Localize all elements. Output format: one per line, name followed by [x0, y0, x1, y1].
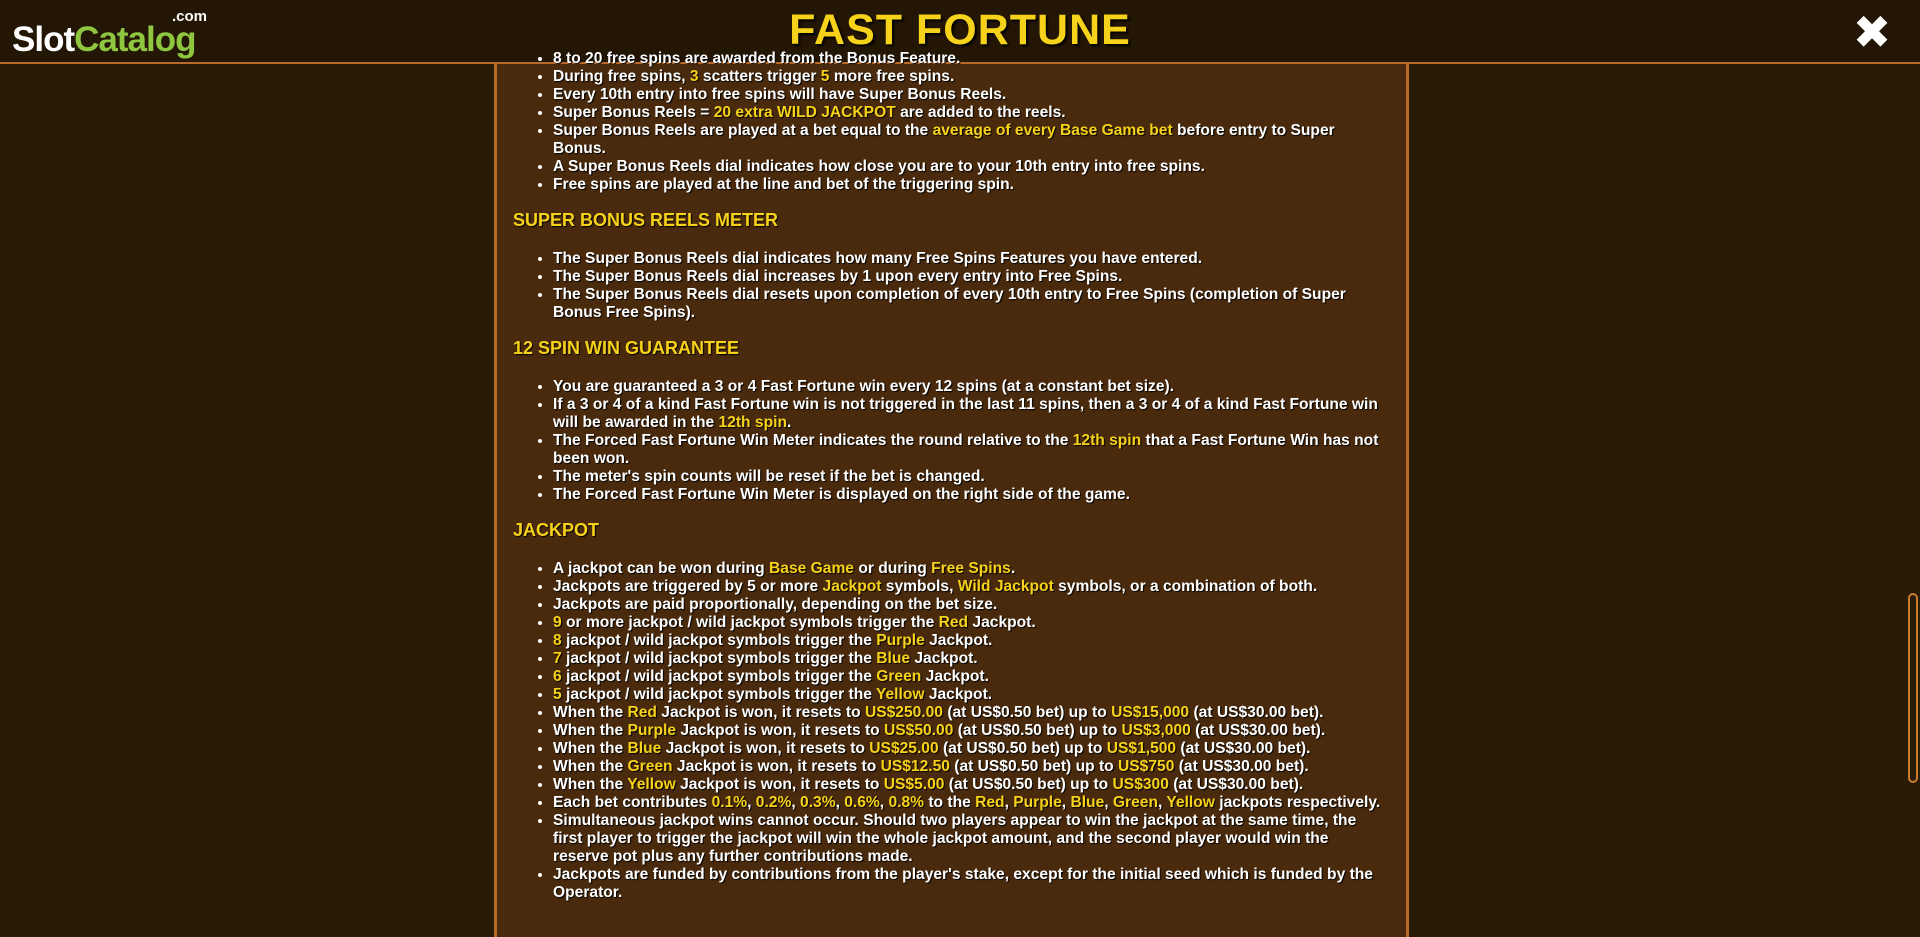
list-item	[553, 250, 1388, 268]
list-item	[553, 50, 1388, 68]
body-text: ,	[1061, 794, 1071, 811]
highlight-text: Wild Jackpot	[957, 578, 1054, 595]
body-text: or more jackpot / wild jackpot symbols trigger the	[561, 614, 939, 631]
list-item	[553, 432, 1388, 468]
highlight-text: 0.2%	[755, 794, 792, 811]
list-item	[553, 812, 1388, 866]
list-item	[553, 668, 1388, 686]
body-text: The meter's spin counts will be reset if the bet is changed.	[553, 468, 985, 485]
list-item	[553, 286, 1388, 322]
highlight-text: US$25.00	[869, 740, 939, 757]
body-text: Jackpot is won, it resets to	[675, 776, 884, 793]
highlight-text: Red	[627, 704, 657, 721]
highlight-text: US$15,000	[1111, 704, 1190, 721]
highlight-text: Base Game	[769, 560, 854, 577]
list-item	[553, 396, 1388, 432]
body-text: that a Fast Fortune Win has not been won.	[553, 432, 1379, 467]
highlight-text: US$50.00	[884, 722, 954, 739]
body-text: (at US$30.00 bet).	[1189, 704, 1324, 721]
body-text: The Forced Fast Fortune Win Meter is displayed on the right side of the game.	[553, 486, 1130, 503]
body-text: The Super Bonus Reels dial increases by 1 upon every entry into Free Spins.	[553, 268, 1123, 285]
highlight-text: 0.6%	[844, 794, 880, 811]
body-text: ,	[747, 794, 756, 811]
body-text: (at US$0.50 bet) up to	[949, 758, 1119, 775]
list-item	[553, 104, 1388, 122]
body-text: (at US$0.50 bet) up to	[938, 740, 1107, 757]
body-text: Super Bonus Reels =	[553, 104, 714, 121]
highlight-text: 0.1%	[711, 794, 748, 811]
body-text: When the	[553, 740, 628, 757]
scrollbar-track[interactable]	[1906, 64, 1920, 937]
body-text: During free spins,	[553, 68, 690, 85]
body-text: jackpot / wild jackpot symbols trigger the	[561, 686, 876, 703]
list-item	[553, 86, 1388, 104]
list-item	[553, 776, 1388, 794]
highlight-text: 9	[553, 614, 562, 631]
body-text: Every 10th entry into free spins will have Super Bonus Reels.	[553, 86, 1007, 103]
highlight-text: Green	[876, 668, 922, 685]
jackpot-list	[513, 560, 1388, 902]
highlight-text: Green	[627, 758, 673, 775]
list-item	[553, 122, 1388, 158]
highlight-text: Green	[1112, 794, 1158, 811]
body-text: .	[786, 414, 792, 431]
highlight-text: Purple	[876, 632, 925, 649]
body-text: (at US$0.50 bet) up to	[953, 722, 1122, 739]
body-text: When the	[553, 776, 628, 793]
body-text: (at US$30.00 bet).	[1168, 776, 1304, 793]
list-item	[553, 740, 1388, 758]
logo-com-text: .com	[172, 8, 208, 25]
list-item	[553, 614, 1388, 632]
scrollbar-thumb[interactable]	[1908, 593, 1918, 783]
section-heading-12-spin-win-guarantee: 12 SPIN WIN GUARANTEE	[513, 338, 740, 358]
highlight-text: 20 extra WILD JACKPOT	[713, 104, 896, 121]
highlight-text: average of every Base Game bet	[932, 122, 1173, 139]
body-text: jackpot / wild jackpot symbols trigger the	[561, 668, 877, 685]
body-text: ,	[879, 794, 889, 811]
body-text: jackpot / wild jackpot symbols trigger the	[561, 632, 877, 649]
body-text: (at US$0.50 bet) up to	[944, 776, 1113, 793]
body-text: before entry to Super Bonus.	[553, 122, 1335, 157]
rules-panel	[494, 50, 1409, 937]
body-text: (at US$0.50 bet) up to	[942, 704, 1112, 721]
body-text: Jackpot.	[968, 614, 1036, 631]
highlight-text: Purple	[1013, 794, 1062, 811]
body-text: You are guaranteed a 3 or 4 Fast Fortune win every 12 spins (at a constant bet size).	[553, 378, 1175, 395]
body-text: The Super Bonus Reels dial resets upon completion of every 10th entry to Free Spins (completion of Super Bonus Free Spins).	[553, 286, 1346, 321]
body-text: ,	[1104, 794, 1113, 811]
body-text: The Forced Fast Fortune Win Meter indicates the round relative to the	[553, 432, 1073, 449]
highlight-text: US$1,500	[1106, 740, 1177, 757]
list-item	[553, 158, 1388, 176]
body-text: Each bet contributes	[553, 794, 712, 811]
body-text: ,	[835, 794, 845, 811]
body-text: .	[1010, 560, 1016, 577]
close-icon[interactable]: ✖	[1852, 6, 1892, 58]
spin-win-guarantee-list	[513, 378, 1388, 504]
list-item	[553, 722, 1388, 740]
body-text: When the	[553, 758, 628, 775]
highlight-text: Blue	[876, 650, 911, 667]
body-text: Simultaneous jackpot wins cannot occur. Should two players appear to win the jackpot at the same time, the first player to trigger the jackpot will win the whole jackpot amount, and the second player would win the reserve pot plus any further contributions made.	[553, 812, 1357, 865]
highlight-text: Jackpot	[822, 578, 882, 595]
highlight-text: 0.3%	[800, 794, 836, 811]
logo-slot-text: Slot	[12, 20, 75, 59]
body-text: Jackpot.	[924, 632, 993, 649]
highlight-text: Yellow	[1166, 794, 1215, 811]
free-spins-list	[513, 50, 1388, 194]
body-text: Jackpot is won, it resets to	[661, 740, 870, 757]
highlight-text: 6	[553, 668, 562, 685]
highlight-text: US$300	[1112, 776, 1169, 793]
list-item	[553, 866, 1388, 902]
body-text: Super Bonus Reels are played at a bet equal to the	[553, 122, 933, 139]
list-item	[553, 704, 1388, 722]
list-item	[553, 560, 1388, 578]
body-text: Jackpot.	[910, 650, 978, 667]
body-text: scatters trigger	[698, 68, 821, 85]
highlight-text: 0.8%	[888, 794, 924, 811]
body-text: (at US$30.00 bet).	[1174, 758, 1309, 775]
body-text: or during	[853, 560, 932, 577]
body-text: Jackpot is won, it resets to	[672, 758, 881, 775]
highlight-text: Red	[975, 794, 1005, 811]
highlight-text: US$12.50	[880, 758, 950, 775]
list-item	[553, 468, 1388, 486]
highlight-text: Yellow	[875, 686, 925, 703]
body-text: symbols, or a combination of both.	[1053, 578, 1318, 595]
body-text: Jackpot is won, it resets to	[656, 704, 865, 721]
highlight-text: 12th spin	[1072, 432, 1142, 449]
highlight-text: 7	[553, 650, 562, 667]
body-text: Jackpots are paid proportionally, depending on the bet size.	[553, 596, 998, 613]
body-text: If a 3 or 4 of a kind Fast Fortune win is not triggered in the last 11 spins, then a 3 or 4 of a kind Fast Fortune win will be awarded in the	[553, 396, 1378, 431]
list-item	[553, 632, 1388, 650]
highlight-text: 3	[689, 68, 699, 85]
body-text: Jackpot.	[921, 668, 989, 685]
highlight-text: US$3,000	[1121, 722, 1191, 739]
body-text: ,	[1158, 794, 1167, 811]
super-bonus-reels-meter-list	[513, 250, 1388, 322]
highlight-text: US$750	[1118, 758, 1175, 775]
highlight-text: 5	[820, 68, 830, 85]
body-text: jackpot / wild jackpot symbols trigger the	[561, 650, 877, 667]
section-heading-jackpot: JACKPOT	[513, 520, 600, 540]
list-item	[553, 686, 1388, 704]
body-text: are added to the reels.	[895, 104, 1066, 121]
list-item	[553, 794, 1388, 812]
highlight-text: 5	[553, 686, 562, 703]
body-text: Free spins are played at the line and bet of the triggering spin.	[553, 176, 1014, 193]
body-text: ,	[791, 794, 801, 811]
body-text: jackpots respectively.	[1214, 794, 1381, 811]
body-text: ,	[1004, 794, 1014, 811]
body-text: The Super Bonus Reels dial indicates how many Free Spins Features you have entered.	[553, 250, 1203, 267]
body-text: A Super Bonus Reels dial indicates how close you are to your 10th entry into free spins.	[553, 158, 1205, 175]
body-text: Jackpots are funded by contributions from the player's stake, except for the initial seed which is funded by the Operator.	[553, 866, 1373, 901]
page-title: FAST FORTUNE	[789, 6, 1131, 54]
list-item	[553, 378, 1388, 396]
body-text: more free spins.	[829, 68, 955, 85]
list-item	[553, 596, 1388, 614]
body-text: When the	[553, 704, 628, 721]
list-item	[553, 68, 1388, 86]
body-text: Jackpots are triggered by 5 or more	[553, 578, 823, 595]
body-text: (at US$30.00 bet).	[1190, 722, 1326, 739]
highlight-text: Blue	[1070, 794, 1105, 811]
body-text: A jackpot can be won during	[553, 560, 770, 577]
body-text: When the	[553, 722, 628, 739]
body-text: to the	[924, 794, 976, 811]
highlight-text: Purple	[627, 722, 677, 739]
body-text: Jackpot is won, it resets to	[676, 722, 885, 739]
highlight-text: 8	[553, 632, 562, 649]
list-item	[553, 268, 1388, 286]
list-item	[553, 758, 1388, 776]
body-text: (at US$30.00 bet).	[1176, 740, 1311, 757]
body-text: symbols,	[881, 578, 958, 595]
list-item	[553, 176, 1388, 194]
highlight-text: Yellow	[627, 776, 676, 793]
highlight-text: Red	[938, 614, 969, 631]
body-text: Jackpot.	[924, 686, 993, 703]
highlight-text: US$250.00	[864, 704, 943, 721]
body-text: 8 to 20 free spins are awarded from the Bonus Feature.	[553, 50, 961, 67]
list-item	[553, 578, 1388, 596]
section-heading-super-bonus-reels-meter: SUPER BONUS REELS METER	[513, 210, 779, 230]
highlight-text: Blue	[627, 740, 662, 757]
highlight-text: 12th spin	[718, 414, 787, 431]
list-item	[553, 650, 1388, 668]
logo-catalog-text: Catalog	[74, 20, 196, 59]
highlight-text: Free Spins	[931, 560, 1011, 577]
list-item	[553, 486, 1388, 504]
rules-content	[513, 50, 1388, 902]
highlight-text: US$5.00	[883, 776, 945, 793]
